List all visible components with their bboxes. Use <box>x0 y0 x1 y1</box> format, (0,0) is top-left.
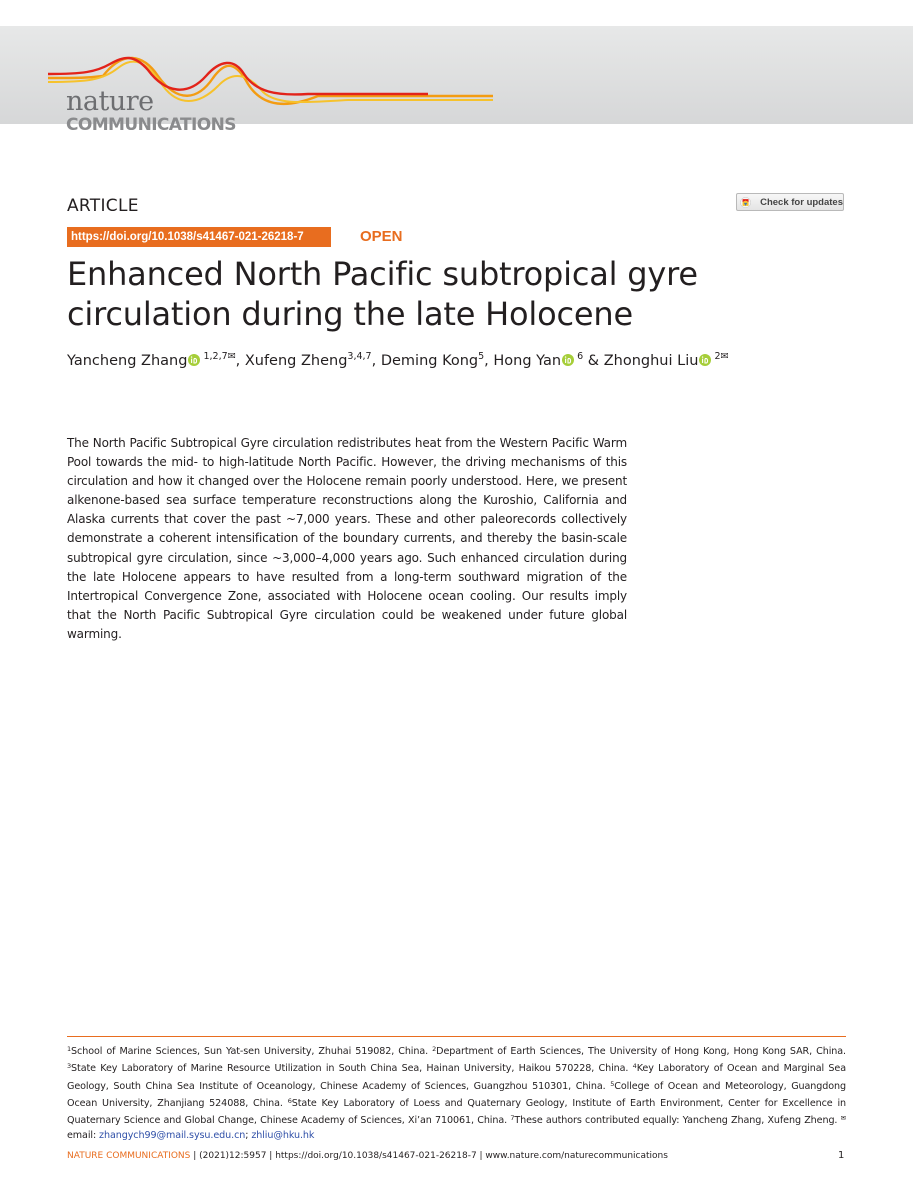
author-name: Yancheng Zhang <box>67 353 188 369</box>
author-affiliation-marker: 5 <box>478 351 485 362</box>
affiliation-text: State Key Laboratory of Marine Resource Utilization in South China Sea, Hainan University, Haikou 570228, China. <box>71 1063 633 1075</box>
journal-header <box>0 26 913 135</box>
author-affiliation-marker: 3,4,7 <box>347 351 372 362</box>
email-prefix: email: <box>67 1130 100 1142</box>
abstract: The North Pacific Subtropical Gyre circulation redistributes heat from the Western Pacific Warm Pool towards the mid- to high-latitude North Pacific. However, the driving mechanisms of this circulation and how it changed over the Holocene remain poorly understood. Here, we present alkenone-based sea surface temperature reconstructions along the Kuroshio, California and Alaska currents that cover the past ~7,000 years. These and other paleorecords collectively demonstrate a coherent intensification of the boundary currents, and thereby the basin-scale subtropical gyre circulation, since ~3,000–4,000 years ago. Such enhanced circulation during the late Holocene appears to have resulted from a long-term southward migration of the Intertropical Convergence Zone, associated with Holocene ocean cooling. Our results imply that the North Pacific Subtropical Gyre circulation could be weakened under future global warming. <box>67 436 627 641</box>
footer-citation: | (2021)12:5957 | https://doi.org/10.1038/s41467-021-26218-7 | www.nature.com/naturecommunications <box>190 1151 668 1161</box>
corresponding-author-mail-icon: ✉ <box>720 351 729 362</box>
affiliation-number: 3 <box>67 1062 72 1071</box>
affiliations: $^1$School of Marine Sciences, Sun Yat-sen University, Zhuhai 519082, China. $^2$Department of Earth Sciences, The University of Hong Kong, Hong Kong SAR, China. $^3$State Key Laboratory of Marine Resource Utilization in South China Sea, Hainan University, Haikou 570228, China. $^4$Key Laboratory of Ocean and Marginal Sea Geology, South China Sea Institute of Oceanology, Chinese Academy of Sciences, Guangzhou 510301, China. $^5$College of Ocean and Meteorology, Guangdong Ocean University, Zhanjiang 524088, China. $^6$State Key Laboratory of Loess and Quaternary Geology, Institute of Earth Environment, Center for Excellence in Quaternary Science and Global Change, Chinese Academy of Sciences, Xi’an 710061, China. $^7$These authors contributed equally: Yancheng Zhang, Xufeng Zheng. ✉email: zhangych99@mail.sysu.edu.cn; zhliu@hku.hk <box>67 1045 847 1142</box>
orcid-icon[interactable] <box>699 354 711 366</box>
orcid-icon[interactable] <box>188 354 200 366</box>
article-type-label: ARTICLE <box>67 196 139 216</box>
affiliation-number: 5 <box>610 1079 615 1088</box>
affiliation-number: 7 <box>510 1114 515 1123</box>
logo-nature-text: nature <box>66 86 154 117</box>
footer-journal-name: NATURE COMMUNICATIONS <box>67 1151 191 1161</box>
author-name: Xufeng Zheng <box>244 353 348 369</box>
logo-communications-text: COMMUNICATIONS <box>66 115 236 135</box>
affiliation-text: School of Marine Sciences, Sun Yat-sen University, Zhuhai 519082, China. <box>71 1046 433 1057</box>
affiliation-text: State Key Laboratory of Loess and Quaternary Geology, Institute of Earth Environment, Center for Excellence in Quaternary Science and Global Change, Chinese Academy of Sciences, Xi’an 710061, China. <box>67 1097 847 1127</box>
article-title: Enhanced North Pacific subtropical gyre circulation during the late Holocene <box>67 255 698 333</box>
open-access-label: OPEN <box>360 228 403 245</box>
affiliation-number: 4 <box>632 1062 637 1071</box>
author-list: Yancheng Zhang $^{1,2,7✉}$, Xufeng Zheng$^{3,4,7}$, Deming Kong$^5$, Hong Yan $^6$ & Zhonghui Liu $^{2✉}$ <box>67 351 729 369</box>
check-for-updates-label: Check for updates <box>760 196 843 208</box>
author-affiliation-marker: 1,2,7 <box>200 351 228 362</box>
crossmark-icon <box>740 196 751 209</box>
email-link-zhangych99[interactable]: zhangych99@mail.sysu.edu.cn <box>99 1130 246 1142</box>
author-name: Zhonghui Liu <box>603 353 699 369</box>
affiliation-number: 2 <box>432 1045 437 1053</box>
page-number: 1 <box>838 1150 845 1161</box>
affiliation-text: College of Ocean and Meteorology, Guangdong Ocean University, Zhanjiang 524088, China. <box>67 1080 846 1109</box>
orcid-icon[interactable] <box>562 354 574 366</box>
author-affiliation-marker: 2 <box>711 351 721 362</box>
author-name: Deming Kong <box>380 353 479 369</box>
doi-link[interactable]: https://doi.org/10.1038/s41467-021-26218-7 <box>67 227 331 247</box>
affiliation-text: These authors contributed equally: Yancheng Zhang, Xufeng Zheng. <box>514 1115 841 1127</box>
email-link-zhliu[interactable]: zhliu@hku.hk <box>251 1130 315 1142</box>
corresponding-author-mail-icon: ✉ <box>227 351 236 362</box>
affiliation-divider <box>67 1036 846 1037</box>
affiliation-text: Key Laboratory of Ocean and Marginal Sea Geology, South China Sea Institute of Oceanology, Chinese Academy of Sciences, Guangzhou 510301, China. <box>67 1063 846 1092</box>
affiliation-text: Department of Earth Sciences, The University of Hong Kong, Hong Kong SAR, China. <box>436 1046 846 1057</box>
author-affiliation-marker: 6 <box>574 351 584 362</box>
author-name: Hong Yan <box>493 353 562 369</box>
affiliation-number: 6 <box>287 1096 292 1105</box>
check-for-updates-button[interactable] <box>736 193 844 211</box>
affiliation-number: 1 <box>67 1045 72 1053</box>
email-mail-icon: ✉ <box>840 1114 846 1123</box>
page-footer <box>67 1151 846 1161</box>
